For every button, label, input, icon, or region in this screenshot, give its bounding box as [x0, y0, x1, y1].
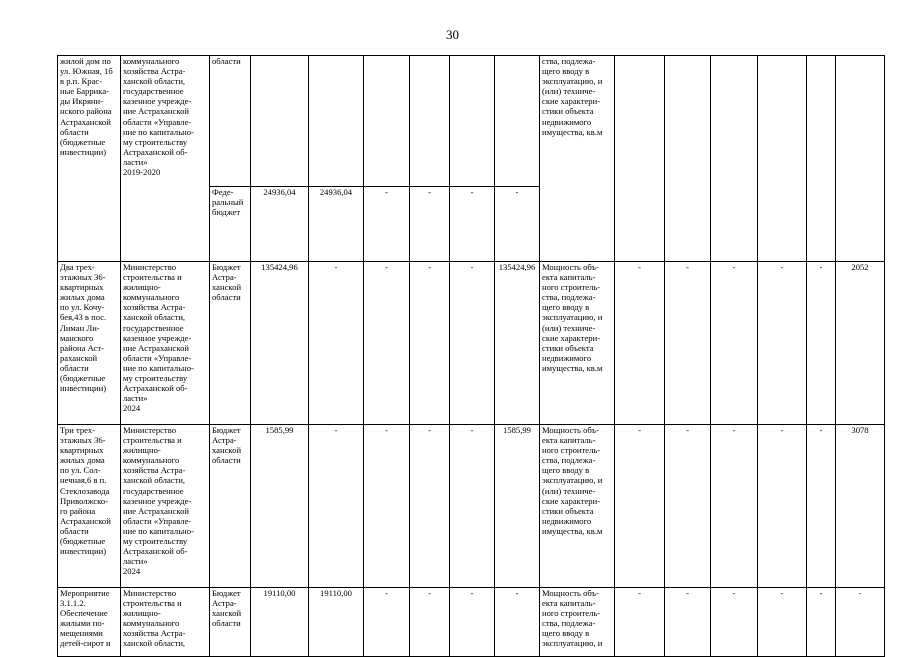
- value-cell: -: [364, 588, 410, 657]
- value-cell: -: [410, 262, 450, 425]
- source-cell: Бюджет Астра- ханской области: [210, 588, 251, 657]
- value-cell: -: [364, 262, 410, 425]
- program-table: [57, 55, 885, 657]
- source-cell: Бюджет Астра- ханской области: [210, 262, 251, 425]
- value-cell: [410, 56, 450, 187]
- executor-text: Министерство строительства и жилищно- коммунального хозяйства Астра- ханской области, государственное казенное учрежде- ние Астраханской области «Управле- ние по капитально- му строительству Астраханской об- ласти»: [123, 262, 194, 404]
- indicator-cell: ства, подлежа- щего вводу в эксплуатацию, и (или) техниче- ские характери- стики объекта недвижимого имущества, кв.м: [540, 56, 615, 262]
- year-text: 2019-2020: [123, 167, 161, 178]
- source-cell: области: [210, 56, 251, 187]
- source-cell: Бюджет Астра- ханской области: [210, 425, 251, 588]
- object-cell: Мероприятие 3.1.1.2. Обеспечение жилыми по- мещениями детей-сирот и: [58, 588, 121, 657]
- target-cell: -: [807, 262, 836, 425]
- value-cell: [495, 56, 540, 187]
- executor-cell: [121, 262, 210, 425]
- target-cell: [836, 56, 885, 262]
- value-cell: 135424,96: [495, 262, 540, 425]
- indicator-cell: Мощность объ- екта капиталь- ного строитель- ства, подлежа- щего вводу в эксплуатацию, и (или) техниче- ские характери- стики объекта недвижимого имущества, кв.м: [540, 262, 615, 425]
- value-cell: [364, 56, 410, 187]
- table-row: [58, 56, 885, 187]
- table-row: [58, 425, 885, 588]
- object-cell: Два трех- этажных 36- квартирных жилых дома по ул. Кочу- бея,43 в пос. Лиман Ли- манского района Аст- раханской области (бюджетные инвестиции): [58, 262, 121, 425]
- total-cell: [251, 56, 309, 187]
- target-cell: -: [836, 588, 885, 657]
- value-cell: -: [495, 187, 540, 262]
- target-cell: -: [665, 425, 711, 588]
- target-cell: -: [665, 588, 711, 657]
- value-cell: -: [450, 187, 495, 262]
- target-cell: -: [615, 588, 665, 657]
- value-cell: 24936,04: [309, 187, 364, 262]
- indicator-cell: Мощность объ- екта капиталь- ного строитель- ства, подлежа- щего вводу в эксплуатацию, и: [540, 588, 615, 657]
- executor-text: Министерство строительства и жилищно- коммунального хозяйства Астра- ханской области, государственное казенное учрежде- ние Астраханской области «Управле- ние по капитально- му строительству Астраханской об- ласти»: [123, 425, 194, 567]
- year-text: 2024: [123, 403, 141, 414]
- executor-cell: Министерство строительства и жилищно- коммунального хозяйства Астра- ханской области,: [121, 588, 210, 657]
- executor-text: коммунального хозяйства Астра- ханской области, государственное казенное учрежде- ние Астраханской области «Управле- ние по капитально- му строительству Астраханской об- ласти»: [123, 56, 194, 167]
- value-cell: -: [364, 187, 410, 262]
- target-cell: -: [711, 262, 758, 425]
- object-cell: Три трех- этажных 36- квартирных жилых дома по ул. Сол- нечная,6 в п. Стеклозавода Приволжско- го района Астраханской области (бюджетные инвестиции): [58, 425, 121, 588]
- target-cell: 2052: [836, 262, 885, 425]
- target-cell: -: [807, 588, 836, 657]
- value-cell: -: [410, 588, 450, 657]
- table-row: [58, 588, 885, 657]
- value-cell: 19110,00: [309, 588, 364, 657]
- total-cell: 135424,96: [251, 262, 309, 425]
- value-cell: -: [410, 187, 450, 262]
- page-number: 30: [446, 27, 459, 42]
- value-cell: -: [364, 425, 410, 588]
- value-cell: -: [450, 588, 495, 657]
- value-cell: -: [410, 425, 450, 588]
- value-cell: -: [450, 425, 495, 588]
- value-cell: -: [495, 588, 540, 657]
- target-cell: [807, 56, 836, 262]
- value-cell: 1585,99: [495, 425, 540, 588]
- total-cell: 24936,04: [251, 187, 309, 262]
- target-cell: 3078: [836, 425, 885, 588]
- target-cell: [711, 56, 758, 262]
- target-cell: -: [665, 262, 711, 425]
- target-cell: -: [758, 588, 807, 657]
- target-cell: -: [615, 425, 665, 588]
- target-cell: -: [758, 262, 807, 425]
- value-cell: [450, 56, 495, 187]
- target-cell: -: [807, 425, 836, 588]
- value-cell: -: [450, 262, 495, 425]
- value-cell: [309, 56, 364, 187]
- indicator-cell: Мощность объ- екта капиталь- ного строитель- ства, подлежа- щего вводу в эксплуатацию, и (или) техниче- ские характери- стики объекта недвижимого имущества, кв.м: [540, 425, 615, 588]
- source-cell: Феде- ральный бюджет: [210, 187, 251, 262]
- target-cell: [758, 56, 807, 262]
- year-text: 2024: [123, 566, 141, 577]
- target-cell: -: [615, 262, 665, 425]
- target-cell: [615, 56, 665, 262]
- table-row: [58, 262, 885, 425]
- value-cell: -: [309, 262, 364, 425]
- target-cell: -: [711, 588, 758, 657]
- executor-cell: [121, 425, 210, 588]
- target-cell: [665, 56, 711, 262]
- value-cell: -: [309, 425, 364, 588]
- total-cell: 1585,99: [251, 425, 309, 588]
- object-cell: жилой дом по ул. Южная, 1б в р.п. Крас- ные Баррика- ды Икряни- нского района Астраханской области (бюджетные инвестиции): [58, 56, 121, 262]
- target-cell: -: [758, 425, 807, 588]
- target-cell: -: [711, 425, 758, 588]
- executor-cell: [121, 56, 210, 262]
- total-cell: 19110,00: [251, 588, 309, 657]
